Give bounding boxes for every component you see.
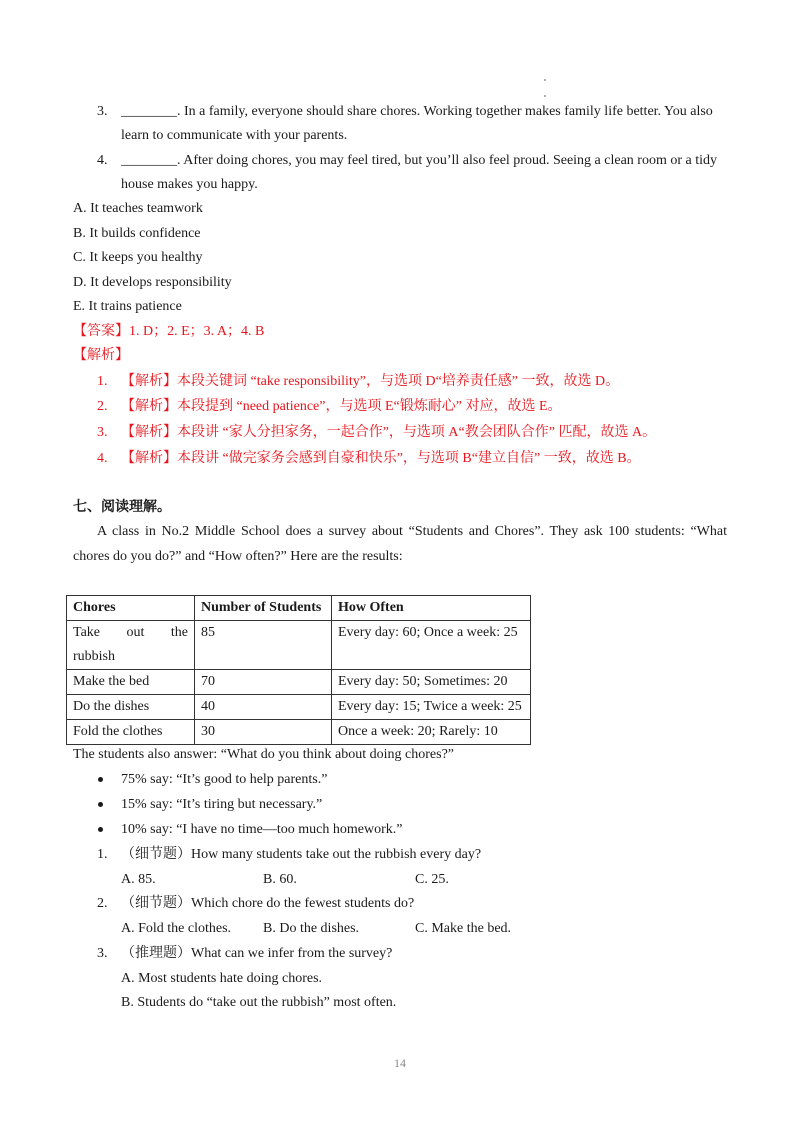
chore-word: rubbish bbox=[73, 649, 115, 664]
question-stem: （细节题）Which chore do the fewest students do? bbox=[121, 896, 415, 911]
option-e: E. It trains patience bbox=[73, 299, 182, 314]
chore-word: out bbox=[126, 625, 145, 640]
bullet-icon bbox=[98, 802, 103, 807]
chore-word: Take bbox=[73, 625, 101, 640]
column-header-how-often: How Often bbox=[332, 596, 531, 621]
matching-item-text: ________. In a family, everyone should share chores. Working together makes family life better. You also bbox=[121, 104, 713, 119]
matching-item-text: ________. After doing chores, you may feel tired, but you’ll also feel proud. Seeing a clean room or a tidy bbox=[121, 153, 718, 168]
question-option: C. Make the bed. bbox=[415, 921, 512, 936]
intro-paragraph-line: chores do you do?” and “How often?” Here are the results: bbox=[73, 549, 403, 564]
analysis-number: 4. bbox=[97, 451, 108, 466]
question-number: 3. bbox=[97, 946, 108, 961]
question-number: 1. bbox=[97, 847, 108, 862]
opinion-item: 15% say: “It’s tiring but necessary.” bbox=[121, 797, 323, 812]
matching-item-number: 3. bbox=[97, 104, 108, 119]
matching-item-number: 4. bbox=[97, 153, 108, 168]
column-header-number: Number of Students bbox=[195, 596, 332, 621]
question-stem: （推理题）What can we infer from the survey? bbox=[121, 946, 393, 961]
option-c: C. It keeps you healthy bbox=[73, 250, 203, 265]
option-a: A. It teaches teamwork bbox=[73, 201, 203, 216]
analysis-text: 【解析】本段提到 “need patience”，与选项 E“锻炼耐心” 对应，故选 E。 bbox=[121, 399, 562, 414]
bullet-icon bbox=[98, 777, 103, 782]
table-cell-number: 40 bbox=[195, 695, 332, 720]
option-d: D. It develops responsibility bbox=[73, 275, 232, 290]
table-cell-chore: Do the dishes bbox=[67, 695, 195, 720]
table-cell-chore: Make the bed bbox=[67, 670, 195, 695]
analysis-number: 3. bbox=[97, 425, 108, 440]
question-stem: （细节题）How many students take out the rubbish every day? bbox=[121, 847, 482, 862]
table-cell-how-often: Every day: 50; Sometimes: 20 bbox=[332, 670, 531, 695]
column-header-chores: Chores bbox=[67, 596, 195, 621]
table-row bbox=[67, 621, 531, 670]
question-option: A. Most students hate doing chores. bbox=[121, 971, 323, 986]
table-cell-how-often: Every day: 15; Twice a week: 25 bbox=[332, 695, 531, 720]
table-cell-how-often: Once a week: 20; Rarely: 10 bbox=[332, 720, 531, 745]
analysis-text: 【解析】本段讲 “家人分担家务，一起合作”，与选项 A“教会团队合作” 匹配，故选 A。 bbox=[121, 425, 657, 440]
question-option: A. 85. bbox=[121, 872, 156, 887]
opinion-item: 75% say: “It’s good to help parents.” bbox=[121, 772, 328, 787]
question-number: 2. bbox=[97, 896, 108, 911]
table-cell-number: 85 bbox=[195, 621, 332, 670]
analysis-number: 2. bbox=[97, 399, 108, 414]
section-title: 七、阅读理解。 bbox=[73, 500, 171, 515]
matching-item-text: learn to communicate with your parents. bbox=[121, 128, 348, 143]
matching-item-text: house makes you happy. bbox=[121, 177, 258, 192]
analysis-text: 【解析】本段关键词 “take responsibility”，与选项 D“培养责任感” 一致，故选 D。 bbox=[121, 374, 620, 389]
table-header-row bbox=[67, 596, 531, 621]
question-option: B. 60. bbox=[263, 872, 297, 887]
opinion-intro: The students also answer: “What do you think about doing chores?” bbox=[73, 747, 455, 762]
question-option: B. Do the dishes. bbox=[263, 921, 360, 936]
table-cell-chore bbox=[67, 621, 195, 670]
analysis-number: 1. bbox=[97, 374, 108, 389]
table-cell-number: 70 bbox=[195, 670, 332, 695]
option-b: B. It builds confidence bbox=[73, 226, 201, 241]
opinion-item: 10% say: “I have no time—too much homework.” bbox=[121, 822, 403, 837]
question-option: A. Fold the clothes. bbox=[121, 921, 232, 936]
table-cell-number: 30 bbox=[195, 720, 332, 745]
question-option: B. Students do “take out the rubbish” most often. bbox=[121, 995, 397, 1010]
decorative-dot bbox=[544, 95, 546, 97]
intro-paragraph-line: A class in No.2 Middle School does a survey about “Students and Chores”. They ask 100 students: “What bbox=[97, 524, 727, 539]
table-row bbox=[67, 695, 531, 720]
table-cell-chore: Fold the clothes bbox=[67, 720, 195, 745]
analysis-title: 【解析】 bbox=[73, 348, 129, 363]
table-row bbox=[67, 670, 531, 695]
table-cell-how-often: Every day: 60; Once a week: 25 bbox=[332, 621, 531, 670]
decorative-dot bbox=[544, 79, 546, 81]
table-row bbox=[67, 720, 531, 745]
question-option: C. 25. bbox=[415, 872, 449, 887]
bullet-icon bbox=[98, 827, 103, 832]
page-number: 14 bbox=[394, 1056, 406, 1070]
analysis-text: 【解析】本段讲 “做完家务会感到自豪和快乐”，与选项 B“建立自信” 一致，故选 B。 bbox=[121, 451, 641, 466]
chore-word: the bbox=[170, 625, 188, 640]
answer-key: 【答案】1. D；2. E；3. A；4. B bbox=[73, 324, 265, 339]
survey-table bbox=[66, 595, 531, 745]
